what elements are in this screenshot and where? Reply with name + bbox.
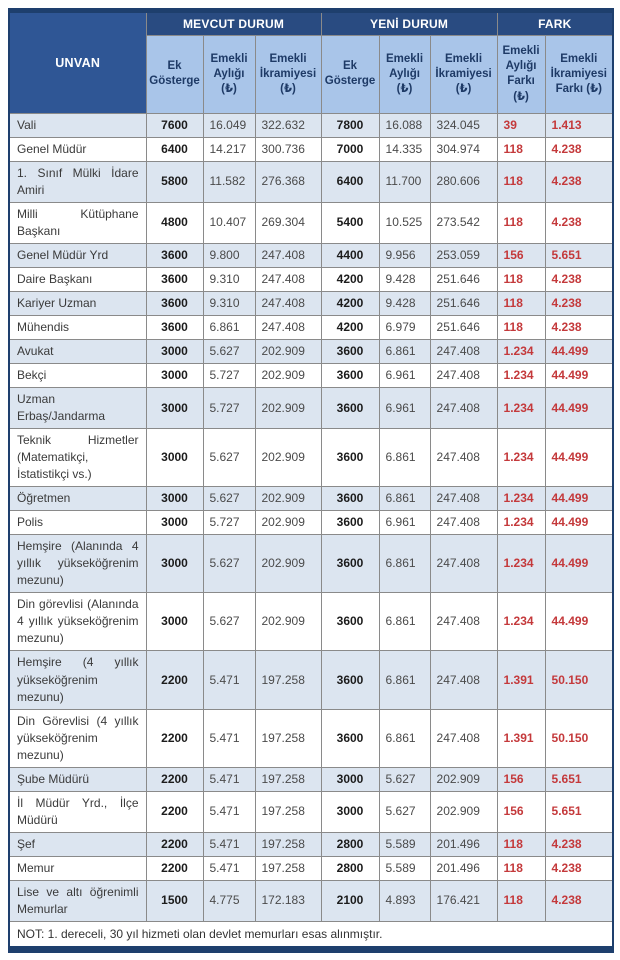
- mevcut-ek-gosterge-cell: 7600: [146, 113, 203, 137]
- mevcut-emekli-ikramiyesi-cell: 322.632: [255, 113, 321, 137]
- fark-emekli-ikramiyesi-cell: 44.499: [545, 388, 613, 429]
- column-header-yeni-emekli-ayligi: Emekli Aylığı (₺): [379, 36, 430, 114]
- fark-emekli-ikramiyesi-cell: 44.499: [545, 340, 613, 364]
- fark-emekli-ayligi-cell: 1.391: [497, 709, 545, 767]
- yeni-emekli-ayligi-cell: 16.088: [379, 113, 430, 137]
- fark-emekli-ikramiyesi-cell: 4.238: [545, 832, 613, 856]
- fark-emekli-ayligi-cell: 156: [497, 243, 545, 267]
- mevcut-ek-gosterge-cell: 3600: [146, 267, 203, 291]
- yeni-emekli-ayligi-cell: 5.589: [379, 856, 430, 880]
- mevcut-emekli-ikramiyesi-cell: 202.909: [255, 388, 321, 429]
- yeni-ek-gosterge-cell: 2100: [321, 880, 379, 921]
- fark-emekli-ikramiyesi-cell: 4.238: [545, 202, 613, 243]
- mevcut-emekli-ikramiyesi-cell: 197.258: [255, 832, 321, 856]
- row-title-unvan: Hemşire (Alanında 4 yıllık yükseköğrenim mezunu): [9, 535, 146, 593]
- yeni-ek-gosterge-cell: 3600: [321, 709, 379, 767]
- mevcut-ek-gosterge-cell: 5800: [146, 161, 203, 202]
- table-row: [9, 880, 613, 921]
- row-title-unvan: Genel Müdür Yrd: [9, 243, 146, 267]
- row-title-unvan: Mühendis: [9, 315, 146, 339]
- mevcut-ek-gosterge-cell: 2200: [146, 767, 203, 791]
- yeni-emekli-ayligi-cell: 6.861: [379, 429, 430, 487]
- fark-emekli-ayligi-cell: 1.391: [497, 651, 545, 709]
- yeni-emekli-ayligi-cell: 6.861: [379, 709, 430, 767]
- row-title-unvan: Bekçi: [9, 364, 146, 388]
- mevcut-emekli-ikramiyesi-cell: 202.909: [255, 340, 321, 364]
- yeni-emekli-ikramiyesi-cell: 247.408: [430, 340, 497, 364]
- yeni-emekli-ikramiyesi-cell: 176.421: [430, 880, 497, 921]
- yeni-emekli-ikramiyesi-cell: 247.408: [430, 651, 497, 709]
- yeni-emekli-ikramiyesi-cell: 247.408: [430, 429, 497, 487]
- yeni-ek-gosterge-cell: 3600: [321, 535, 379, 593]
- mevcut-ek-gosterge-cell: 3000: [146, 364, 203, 388]
- yeni-emekli-ikramiyesi-cell: 251.646: [430, 267, 497, 291]
- mevcut-emekli-ayligi-cell: 5.471: [203, 856, 255, 880]
- mevcut-emekli-ikramiyesi-cell: 202.909: [255, 511, 321, 535]
- mevcut-emekli-ayligi-cell: 5.471: [203, 791, 255, 832]
- mevcut-emekli-ikramiyesi-cell: 172.183: [255, 880, 321, 921]
- row-title-unvan: Daire Başkanı: [9, 267, 146, 291]
- fark-emekli-ikramiyesi-cell: 44.499: [545, 593, 613, 651]
- yeni-ek-gosterge-cell: 7800: [321, 113, 379, 137]
- yeni-emekli-ikramiyesi-cell: 247.408: [430, 364, 497, 388]
- yeni-emekli-ayligi-cell: 6.861: [379, 487, 430, 511]
- mevcut-emekli-ikramiyesi-cell: 197.258: [255, 709, 321, 767]
- mevcut-ek-gosterge-cell: 2200: [146, 709, 203, 767]
- fark-emekli-ayligi-cell: 118: [497, 291, 545, 315]
- row-title-unvan: Polis: [9, 511, 146, 535]
- footnote-text: NOT: 1. dereceli, 30 yıl hizmeti olan devlet memurları esas alınmıştır.: [9, 921, 613, 949]
- table-row: [9, 651, 613, 709]
- yeni-emekli-ayligi-cell: 6.961: [379, 388, 430, 429]
- fark-emekli-ikramiyesi-cell: 4.238: [545, 137, 613, 161]
- row-title-unvan: Teknik Hizmetler (Matematikçi, İstatistikçi vs.): [9, 429, 146, 487]
- mevcut-emekli-ikramiyesi-cell: 247.408: [255, 291, 321, 315]
- fark-emekli-ikramiyesi-cell: 5.651: [545, 767, 613, 791]
- yeni-emekli-ikramiyesi-cell: 304.974: [430, 137, 497, 161]
- column-header-yeni-emekli-ikramiyesi: Emekli İkramiyesi (₺): [430, 36, 497, 114]
- fark-emekli-ayligi-cell: 1.234: [497, 593, 545, 651]
- column-header-yeni-ek-gosterge: Ek Gösterge: [321, 36, 379, 114]
- fark-emekli-ikramiyesi-cell: 4.238: [545, 161, 613, 202]
- row-title-unvan: Milli Kütüphane Başkanı: [9, 202, 146, 243]
- mevcut-ek-gosterge-cell: 2200: [146, 651, 203, 709]
- mevcut-ek-gosterge-cell: 3000: [146, 593, 203, 651]
- yeni-ek-gosterge-cell: 3000: [321, 767, 379, 791]
- mevcut-emekli-ayligi-cell: 5.471: [203, 651, 255, 709]
- fark-emekli-ikramiyesi-cell: 4.238: [545, 856, 613, 880]
- fark-emekli-ayligi-cell: 118: [497, 880, 545, 921]
- fark-emekli-ayligi-cell: 1.234: [497, 535, 545, 593]
- mevcut-ek-gosterge-cell: 3000: [146, 487, 203, 511]
- table-row: [9, 593, 613, 651]
- fark-emekli-ayligi-cell: 118: [497, 856, 545, 880]
- yeni-emekli-ikramiyesi-cell: 324.045: [430, 113, 497, 137]
- fark-emekli-ayligi-cell: 156: [497, 791, 545, 832]
- column-header-mevcut-ek-gosterge: Ek Gösterge: [146, 36, 203, 114]
- mevcut-emekli-ayligi-cell: 16.049: [203, 113, 255, 137]
- yeni-emekli-ayligi-cell: 14.335: [379, 137, 430, 161]
- yeni-emekli-ayligi-cell: 6.861: [379, 651, 430, 709]
- yeni-emekli-ayligi-cell: 9.428: [379, 267, 430, 291]
- row-title-unvan: Şef: [9, 832, 146, 856]
- table-row: [9, 137, 613, 161]
- row-title-unvan: 1. Sınıf Mülki İdare Amiri: [9, 161, 146, 202]
- yeni-ek-gosterge-cell: 3600: [321, 364, 379, 388]
- table-row: [9, 832, 613, 856]
- mevcut-emekli-ikramiyesi-cell: 300.736: [255, 137, 321, 161]
- yeni-emekli-ikramiyesi-cell: 202.909: [430, 767, 497, 791]
- yeni-emekli-ayligi-cell: 5.627: [379, 791, 430, 832]
- yeni-emekli-ayligi-cell: 6.961: [379, 364, 430, 388]
- mevcut-emekli-ikramiyesi-cell: 269.304: [255, 202, 321, 243]
- row-title-unvan: İl Müdür Yrd., İlçe Müdürü: [9, 791, 146, 832]
- table-row: [9, 340, 613, 364]
- yeni-ek-gosterge-cell: 3600: [321, 593, 379, 651]
- table-row: [9, 487, 613, 511]
- salary-comparison-table: [8, 8, 614, 953]
- yeni-emekli-ayligi-cell: 5.627: [379, 767, 430, 791]
- yeni-ek-gosterge-cell: 4400: [321, 243, 379, 267]
- mevcut-ek-gosterge-cell: 3000: [146, 535, 203, 593]
- row-title-unvan: Öğretmen: [9, 487, 146, 511]
- mevcut-emekli-ikramiyesi-cell: 197.258: [255, 767, 321, 791]
- mevcut-emekli-ayligi-cell: 4.775: [203, 880, 255, 921]
- mevcut-ek-gosterge-cell: 3600: [146, 291, 203, 315]
- mevcut-ek-gosterge-cell: 6400: [146, 137, 203, 161]
- group-header-fark: FARK: [497, 11, 613, 36]
- mevcut-emekli-ayligi-cell: 5.627: [203, 340, 255, 364]
- yeni-ek-gosterge-cell: 3600: [321, 511, 379, 535]
- yeni-emekli-ikramiyesi-cell: 247.408: [430, 709, 497, 767]
- table-row: [9, 856, 613, 880]
- fark-emekli-ikramiyesi-cell: 5.651: [545, 791, 613, 832]
- row-title-unvan: Uzman Erbaş/Jandarma: [9, 388, 146, 429]
- mevcut-emekli-ayligi-cell: 5.727: [203, 511, 255, 535]
- mevcut-ek-gosterge-cell: 2200: [146, 791, 203, 832]
- column-header-unvan: UNVAN: [9, 11, 146, 114]
- yeni-ek-gosterge-cell: 3600: [321, 429, 379, 487]
- mevcut-emekli-ikramiyesi-cell: 197.258: [255, 651, 321, 709]
- mevcut-ek-gosterge-cell: 3600: [146, 315, 203, 339]
- yeni-emekli-ayligi-cell: 9.956: [379, 243, 430, 267]
- yeni-emekli-ikramiyesi-cell: 201.496: [430, 832, 497, 856]
- fark-emekli-ayligi-cell: 1.234: [497, 364, 545, 388]
- fark-emekli-ayligi-cell: 118: [497, 161, 545, 202]
- yeni-emekli-ikramiyesi-cell: 247.408: [430, 388, 497, 429]
- fark-emekli-ikramiyesi-cell: 44.499: [545, 364, 613, 388]
- fark-emekli-ikramiyesi-cell: 4.238: [545, 267, 613, 291]
- table-row: [9, 388, 613, 429]
- row-title-unvan: Avukat: [9, 340, 146, 364]
- mevcut-ek-gosterge-cell: 4800: [146, 202, 203, 243]
- yeni-emekli-ikramiyesi-cell: 280.606: [430, 161, 497, 202]
- mevcut-ek-gosterge-cell: 1500: [146, 880, 203, 921]
- fark-emekli-ikramiyesi-cell: 44.499: [545, 429, 613, 487]
- table-row: [9, 767, 613, 791]
- mevcut-emekli-ayligi-cell: 5.627: [203, 487, 255, 511]
- yeni-emekli-ikramiyesi-cell: 251.646: [430, 291, 497, 315]
- fark-emekli-ayligi-cell: 118: [497, 315, 545, 339]
- mevcut-emekli-ikramiyesi-cell: 247.408: [255, 243, 321, 267]
- mevcut-emekli-ayligi-cell: 5.727: [203, 364, 255, 388]
- row-title-unvan: Hemşire (4 yıllık yükseköğrenim mezunu): [9, 651, 146, 709]
- yeni-ek-gosterge-cell: 4200: [321, 291, 379, 315]
- fark-emekli-ikramiyesi-cell: 4.238: [545, 880, 613, 921]
- column-header-mevcut-emekli-ikramiyesi: Emekli İkramiyesi (₺): [255, 36, 321, 114]
- column-header-mevcut-emekli-ayligi: Emekli Aylığı (₺): [203, 36, 255, 114]
- yeni-emekli-ikramiyesi-cell: 247.408: [430, 593, 497, 651]
- mevcut-emekli-ayligi-cell: 5.471: [203, 709, 255, 767]
- yeni-ek-gosterge-cell: 3600: [321, 651, 379, 709]
- yeni-emekli-ayligi-cell: 9.428: [379, 291, 430, 315]
- mevcut-emekli-ayligi-cell: 9.800: [203, 243, 255, 267]
- mevcut-emekli-ayligi-cell: 10.407: [203, 202, 255, 243]
- mevcut-emekli-ayligi-cell: 11.582: [203, 161, 255, 202]
- fark-emekli-ayligi-cell: 118: [497, 137, 545, 161]
- yeni-emekli-ayligi-cell: 6.861: [379, 535, 430, 593]
- yeni-emekli-ayligi-cell: 6.961: [379, 511, 430, 535]
- mevcut-ek-gosterge-cell: 3000: [146, 340, 203, 364]
- group-header-mevcut-durum: MEVCUT DURUM: [146, 11, 321, 36]
- fark-emekli-ayligi-cell: 156: [497, 767, 545, 791]
- mevcut-emekli-ikramiyesi-cell: 276.368: [255, 161, 321, 202]
- yeni-emekli-ikramiyesi-cell: 273.542: [430, 202, 497, 243]
- table-row: [9, 709, 613, 767]
- table-row: [9, 202, 613, 243]
- fark-emekli-ikramiyesi-cell: 4.238: [545, 315, 613, 339]
- mevcut-emekli-ikramiyesi-cell: 202.909: [255, 593, 321, 651]
- mevcut-emekli-ikramiyesi-cell: 202.909: [255, 487, 321, 511]
- fark-emekli-ayligi-cell: 118: [497, 267, 545, 291]
- fark-emekli-ikramiyesi-cell: 1.413: [545, 113, 613, 137]
- yeni-ek-gosterge-cell: 2800: [321, 832, 379, 856]
- footnote-row: [9, 921, 613, 949]
- yeni-ek-gosterge-cell: 2800: [321, 856, 379, 880]
- fark-emekli-ayligi-cell: 39: [497, 113, 545, 137]
- yeni-ek-gosterge-cell: 3600: [321, 388, 379, 429]
- column-header-fark-emekli-ikramiyesi: Emekli İkramiyesi Farkı (₺): [545, 36, 613, 114]
- fark-emekli-ikramiyesi-cell: 44.499: [545, 511, 613, 535]
- row-title-unvan: Vali: [9, 113, 146, 137]
- mevcut-ek-gosterge-cell: 3000: [146, 511, 203, 535]
- yeni-emekli-ayligi-cell: 6.861: [379, 593, 430, 651]
- yeni-emekli-ikramiyesi-cell: 251.646: [430, 315, 497, 339]
- yeni-emekli-ayligi-cell: 6.979: [379, 315, 430, 339]
- mevcut-ek-gosterge-cell: 3000: [146, 429, 203, 487]
- table-row: [9, 113, 613, 137]
- yeni-emekli-ayligi-cell: 11.700: [379, 161, 430, 202]
- group-header-yeni-durum: YENİ DURUM: [321, 11, 497, 36]
- table-row: [9, 161, 613, 202]
- yeni-emekli-ayligi-cell: 6.861: [379, 340, 430, 364]
- yeni-emekli-ayligi-cell: 10.525: [379, 202, 430, 243]
- fark-emekli-ayligi-cell: 1.234: [497, 429, 545, 487]
- yeni-emekli-ikramiyesi-cell: 253.059: [430, 243, 497, 267]
- table-row: [9, 364, 613, 388]
- mevcut-emekli-ikramiyesi-cell: 202.909: [255, 429, 321, 487]
- yeni-ek-gosterge-cell: 3000: [321, 791, 379, 832]
- yeni-ek-gosterge-cell: 3600: [321, 340, 379, 364]
- mevcut-emekli-ayligi-cell: 5.627: [203, 429, 255, 487]
- mevcut-ek-gosterge-cell: 2200: [146, 832, 203, 856]
- fark-emekli-ayligi-cell: 1.234: [497, 487, 545, 511]
- yeni-emekli-ikramiyesi-cell: 247.408: [430, 535, 497, 593]
- row-title-unvan: Din görevlisi (Alanında 4 yıllık yükseköğrenim mezunu): [9, 593, 146, 651]
- yeni-emekli-ayligi-cell: 4.893: [379, 880, 430, 921]
- yeni-ek-gosterge-cell: 4200: [321, 267, 379, 291]
- table-row: [9, 315, 613, 339]
- table-row: [9, 291, 613, 315]
- mevcut-ek-gosterge-cell: 3000: [146, 388, 203, 429]
- table-row: [9, 429, 613, 487]
- yeni-ek-gosterge-cell: 7000: [321, 137, 379, 161]
- table-row: [9, 267, 613, 291]
- column-header-fark-emekli-ayligi: Emekli Aylığı Farkı (₺): [497, 36, 545, 114]
- fark-emekli-ikramiyesi-cell: 50.150: [545, 651, 613, 709]
- row-title-unvan: Şube Müdürü: [9, 767, 146, 791]
- fark-emekli-ayligi-cell: 118: [497, 202, 545, 243]
- fark-emekli-ikramiyesi-cell: 5.651: [545, 243, 613, 267]
- fark-emekli-ayligi-cell: 118: [497, 832, 545, 856]
- fark-emekli-ikramiyesi-cell: 44.499: [545, 535, 613, 593]
- yeni-emekli-ikramiyesi-cell: 247.408: [430, 511, 497, 535]
- row-title-unvan: Lise ve altı öğrenimli Memurlar: [9, 880, 146, 921]
- table-row: [9, 511, 613, 535]
- row-title-unvan: Memur: [9, 856, 146, 880]
- fark-emekli-ayligi-cell: 1.234: [497, 340, 545, 364]
- yeni-ek-gosterge-cell: 5400: [321, 202, 379, 243]
- fark-emekli-ikramiyesi-cell: 44.499: [545, 487, 613, 511]
- mevcut-emekli-ayligi-cell: 9.310: [203, 267, 255, 291]
- mevcut-emekli-ikramiyesi-cell: 247.408: [255, 267, 321, 291]
- group-header-row: [9, 11, 613, 36]
- mevcut-emekli-ikramiyesi-cell: 202.909: [255, 535, 321, 593]
- mevcut-ek-gosterge-cell: 3600: [146, 243, 203, 267]
- yeni-emekli-ayligi-cell: 5.589: [379, 832, 430, 856]
- mevcut-emekli-ayligi-cell: 5.471: [203, 832, 255, 856]
- yeni-emekli-ikramiyesi-cell: 247.408: [430, 487, 497, 511]
- yeni-ek-gosterge-cell: 4200: [321, 315, 379, 339]
- row-title-unvan: Genel Müdür: [9, 137, 146, 161]
- fark-emekli-ikramiyesi-cell: 50.150: [545, 709, 613, 767]
- mevcut-emekli-ikramiyesi-cell: 202.909: [255, 364, 321, 388]
- mevcut-emekli-ikramiyesi-cell: 247.408: [255, 315, 321, 339]
- yeni-ek-gosterge-cell: 6400: [321, 161, 379, 202]
- mevcut-ek-gosterge-cell: 2200: [146, 856, 203, 880]
- mevcut-emekli-ayligi-cell: 5.471: [203, 767, 255, 791]
- mevcut-emekli-ayligi-cell: 14.217: [203, 137, 255, 161]
- fark-emekli-ayligi-cell: 1.234: [497, 388, 545, 429]
- yeni-ek-gosterge-cell: 3600: [321, 487, 379, 511]
- fark-emekli-ayligi-cell: 1.234: [497, 511, 545, 535]
- mevcut-emekli-ayligi-cell: 9.310: [203, 291, 255, 315]
- mevcut-emekli-ayligi-cell: 5.627: [203, 535, 255, 593]
- yeni-emekli-ikramiyesi-cell: 202.909: [430, 791, 497, 832]
- mevcut-emekli-ikramiyesi-cell: 197.258: [255, 791, 321, 832]
- row-title-unvan: Kariyer Uzman: [9, 291, 146, 315]
- mevcut-emekli-ayligi-cell: 5.627: [203, 593, 255, 651]
- table-row: [9, 243, 613, 267]
- mevcut-emekli-ikramiyesi-cell: 197.258: [255, 856, 321, 880]
- table-row: [9, 791, 613, 832]
- fark-emekli-ikramiyesi-cell: 4.238: [545, 291, 613, 315]
- mevcut-emekli-ayligi-cell: 6.861: [203, 315, 255, 339]
- yeni-emekli-ikramiyesi-cell: 201.496: [430, 856, 497, 880]
- table-row: [9, 535, 613, 593]
- mevcut-emekli-ayligi-cell: 5.727: [203, 388, 255, 429]
- table-body: [9, 113, 613, 921]
- row-title-unvan: Din Görevlisi (4 yıllık yükseköğrenim mezunu): [9, 709, 146, 767]
